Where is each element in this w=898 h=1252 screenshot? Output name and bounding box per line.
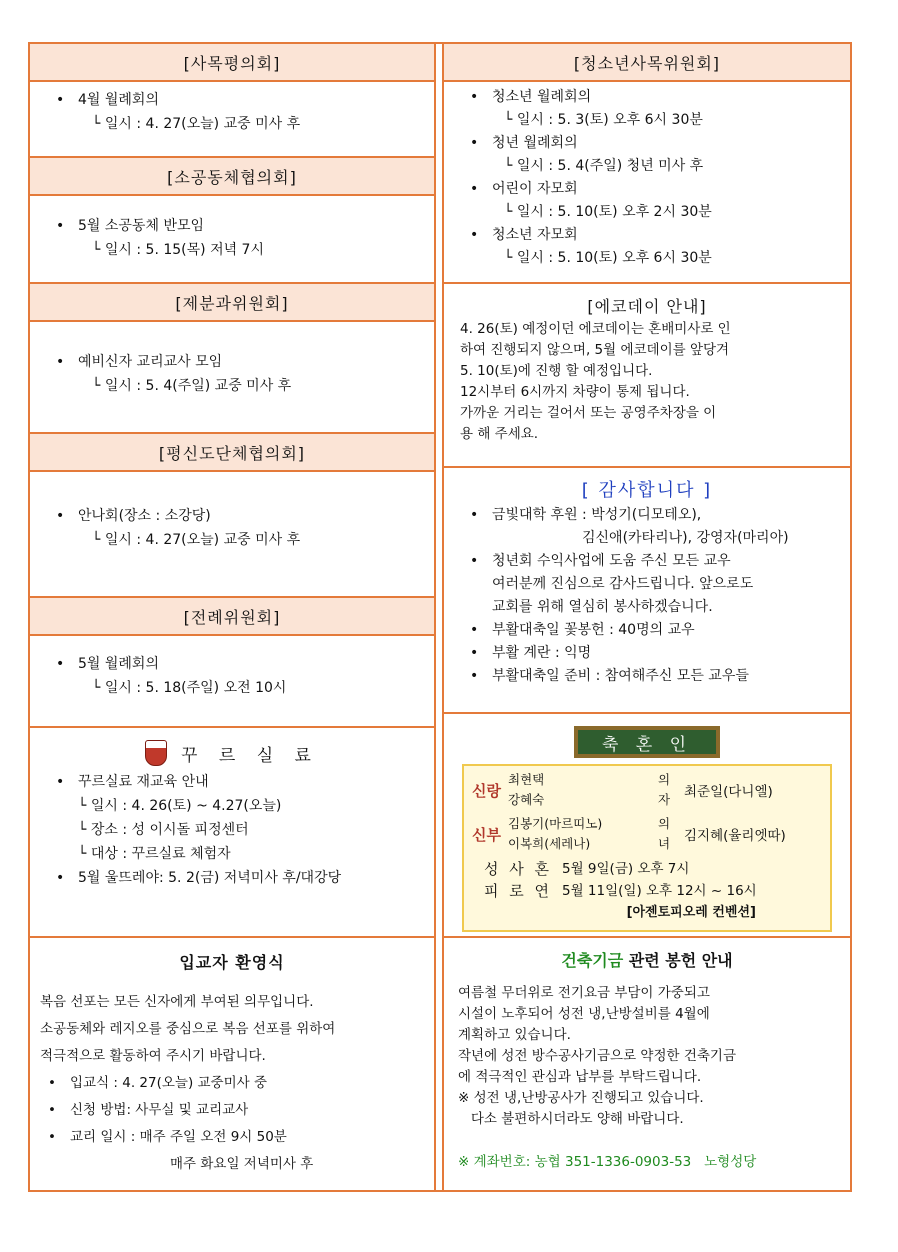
youth-section [444, 44, 850, 284]
welcome-section [30, 938, 434, 1190]
list-item: • 교리 일시 : 매주 주일 오전 9시 50분 [48, 1124, 424, 1151]
party-label: 피 로 연 [484, 882, 553, 900]
left-column [30, 44, 434, 1190]
wedding-board: 축 혼 인 [574, 726, 720, 758]
building-line: 여름철 무더위로 전기요금 부담이 가중되고 [458, 985, 710, 1001]
groom-label: 신랑 [472, 781, 501, 800]
building-line: ※ 성전 냉,난방공사가 진행되고 있습니다. [458, 1090, 704, 1106]
section-title: [평신도단체협의회] [30, 434, 434, 472]
building-title-rest: 관련 봉헌 안내 [623, 951, 733, 970]
sogongdong-section [30, 158, 434, 284]
list-item: • 부활대축일 꽃봉헌 : 40명의 교우 [470, 619, 836, 642]
parent-name: 김봉기(마르띠노) [508, 816, 603, 831]
section-title: [전례위원회] [30, 598, 434, 636]
section-title: [소공동체협의회] [30, 158, 434, 196]
detail-line: └ 일시 : 5. 4(주일) 교중 미사 후 [92, 378, 292, 394]
detail-line: └ 일시 : 4. 26(토) ~ 4.27(오늘) [78, 798, 282, 814]
detail-line: └ 대상 : 꾸르실료 체험자 [78, 846, 231, 862]
list-item: • 예비신자 교리교사 모임 [56, 350, 420, 374]
building-section [444, 938, 850, 1190]
detail-line: └ 일시 : 5. 18(주일) 오전 10시 [92, 680, 287, 696]
list-item: • 꾸르실료 재교육 안내 [56, 770, 420, 794]
wedding-section [444, 714, 850, 938]
eco-line: 5. 10(토)에 진행 할 예정입니다. [460, 363, 653, 379]
building-line: 계획하고 있습니다. [458, 1027, 571, 1043]
section-title: [청소년사목위원회] [444, 44, 850, 82]
rite-label: 성 사 혼 [484, 860, 553, 878]
building-title [444, 938, 850, 977]
eco-line: 가까운 거리는 걸어서 또는 공영주차장을 이 [460, 405, 717, 421]
detail-line: └ 일시 : 5. 10(토) 오후 2시 30분 [504, 204, 712, 220]
welcome-paragraph: 소공동체와 레지오를 중심으로 복음 선포를 위하여 [40, 1021, 336, 1037]
list-item: • 청소년 월례회의 [470, 86, 836, 109]
list-item: • 5월 울뜨레야: 5. 2(금) 저녁미사 후/대강당 [56, 866, 420, 890]
building-line: 에 적극적인 관심과 납부를 부탁드립니다. [458, 1069, 702, 1085]
bride-row [472, 814, 822, 854]
welcome-paragraph: 복음 선포는 모든 신자에게 부여된 의무입니다. [40, 994, 314, 1010]
detail-line: └ 일시 : 5. 10(토) 오후 6시 30분 [504, 250, 712, 266]
parent-name: 이복희(세레나) [508, 836, 591, 851]
list-item: • 청소년 자모회 [470, 224, 836, 247]
list-item: • 어린이 자모회 [470, 178, 836, 201]
kkul-title: 꾸 르 실 료 [181, 745, 319, 766]
bride-label: 신부 [472, 825, 501, 844]
party-time: 5월 11일(일) 오후 12시 ~ 16시 [562, 883, 757, 899]
suffix: 자 [657, 792, 671, 807]
suffix: 의 [657, 816, 671, 831]
eco-line: 하여 진행되지 않으며, 5월 에코데이를 앞당겨 [460, 342, 730, 358]
column-divider [434, 44, 444, 1190]
list-item: • 청년회 수익사업에 도움 주신 모든 교우 [470, 550, 836, 573]
samok-section [30, 44, 434, 158]
list-item: • 5월 월례회의 [56, 652, 420, 676]
detail-line: 김신애(카타리나), 강영자(마리아) [582, 530, 789, 546]
welcome-title: 입교자 환영식 [179, 953, 285, 972]
bulletin-frame [28, 42, 852, 1192]
eco-line: 4. 26(토) 예정이던 에코데이는 혼배미사로 인 [460, 321, 731, 337]
list-item: • 4월 월례회의 [56, 88, 420, 112]
list-item: • 금빛대학 후원 : 박성기(디모테오), [470, 504, 836, 527]
account-number: ※ 계좌번호: 농협 351-1336-0903-53 노형성당 [458, 1154, 757, 1170]
detail-line: └ 일시 : 4. 27(오늘) 교중 미사 후 [92, 532, 301, 548]
building-line: 시설이 노후되어 성전 냉,난방설비를 4월에 [458, 1006, 710, 1022]
thanks-section [444, 468, 850, 714]
jeollye-section [30, 598, 434, 728]
eco-line: 12시부터 6시까지 차량이 통제 됩니다. [460, 384, 690, 400]
list-item: • 입교식 : 4. 27(오늘) 교중미사 중 [48, 1070, 424, 1097]
party-row [472, 880, 822, 902]
groom-name: 최준일(다니엘) [684, 784, 773, 800]
rite-row [472, 858, 822, 880]
detail-line: └ 일시 : 5. 3(토) 오후 6시 30분 [504, 112, 703, 128]
groom-row [472, 770, 822, 810]
detail-line: └ 장소 : 성 이시돌 피정센터 [78, 822, 249, 838]
welcome-paragraph: 적극적으로 활동하여 주시기 바랍니다. [40, 1048, 266, 1064]
list-item: • 신청 방법: 사무실 및 교리교사 [48, 1097, 424, 1124]
wedding-box [462, 764, 832, 932]
building-line: 작년에 성전 방수공사기금으로 약정한 건축기금 [458, 1048, 736, 1064]
eco-section [444, 284, 850, 468]
jebun-section [30, 284, 434, 434]
cursillo-emblem-icon [145, 740, 167, 766]
venue: [아젠토피오레 컨벤션] [626, 905, 756, 920]
suffix: 녀 [657, 836, 671, 851]
detail-line: └ 일시 : 5. 4(주일) 청년 미사 후 [504, 158, 704, 174]
detail-line: 교회를 위해 열심히 봉사하겠습니다. [492, 599, 713, 615]
thanks-title: [ 감사합니다 ] [581, 480, 713, 501]
kkul-section [30, 728, 434, 938]
bride-name: 김지혜(율리엣따) [684, 828, 786, 844]
detail-line: └ 일시 : 5. 15(목) 저녁 7시 [92, 242, 264, 258]
suffix: 의 [657, 772, 671, 787]
list-item: • 청년 월례회의 [470, 132, 836, 155]
parent-name: 최현택 [508, 772, 545, 787]
list-item: • 부활 계란 : 익명 [470, 642, 836, 665]
list-item: • 부활대축일 준비 : 참여해주신 모든 교우들 [470, 665, 836, 688]
building-title-highlight: 건축기금 [561, 951, 624, 970]
section-title: [사목평의회] [30, 44, 434, 82]
detail-line: └ 일시 : 4. 27(오늘) 교중 미사 후 [92, 116, 301, 132]
pyeongsindo-section [30, 434, 434, 598]
right-column [444, 44, 850, 1190]
eco-line: 용 해 주세요. [460, 426, 539, 442]
section-title: [제분과위원회] [30, 284, 434, 322]
parent-name: 강혜숙 [508, 792, 545, 807]
list-item: • 안나회(장소 : 소강당) [56, 504, 420, 528]
building-line: 다소 불편하시더라도 양해 바랍니다. [458, 1111, 684, 1127]
detail-line: 매주 화요일 저녁미사 후 [170, 1156, 314, 1172]
list-item: • 5월 소공동체 반모임 [56, 214, 420, 238]
detail-line: 여러분께 진심으로 감사드립니다. 앞으로도 [492, 576, 754, 592]
rite-time: 5월 9일(금) 오후 7시 [562, 861, 690, 877]
eco-title: [에코데이 안내] [587, 297, 707, 316]
